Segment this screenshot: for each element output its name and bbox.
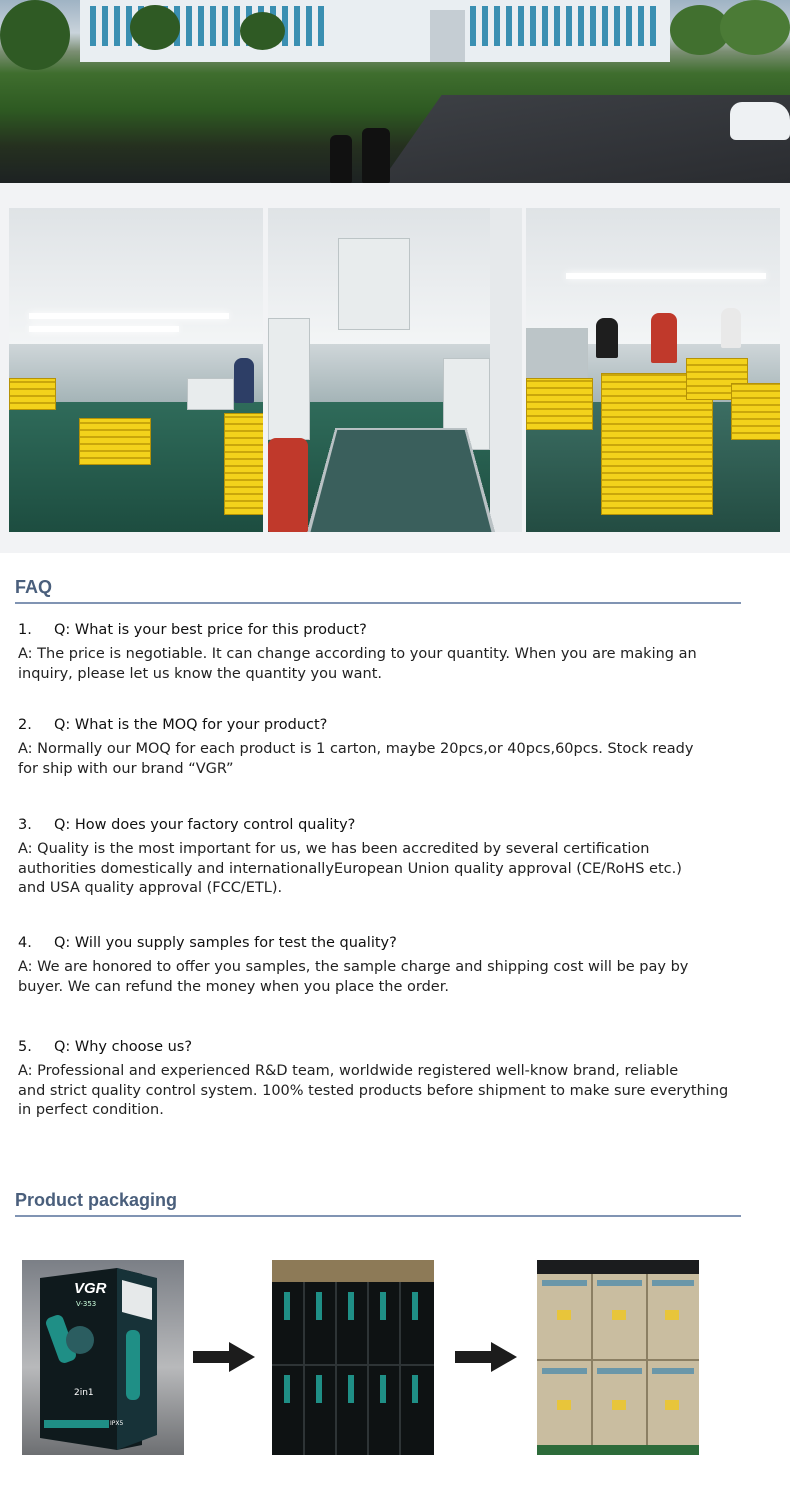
packaging-sequence [0,1232,790,1462]
assembly-line-photo [9,208,263,532]
faq-number: 3. [18,817,32,833]
faq-answer: A: Normally our MOQ for each product is 1 carton, maybe 20pcs,or 40pcs,60pcs. Stock ready for ship with our brand “VGR” [18,741,694,777]
faq-answer: A: The price is negotiable. It can change according to your quantity. When you are making an inquiry, please let us know the quantity you want. [18,646,697,682]
factory-photo-strip [0,183,790,553]
factory-exterior-photo [0,0,790,183]
box-stack-graphic [272,1260,434,1455]
box-model-label: V-353 [76,1300,97,1308]
packaging-heading: Product packaging [15,1187,741,1217]
box-rating-label: IPX5 [110,1420,124,1427]
shipping-cartons-photo [537,1260,699,1455]
retail-box-photo [22,1260,184,1455]
faq-question [18,715,748,735]
box-feature-label: 2in1 [74,1388,94,1398]
faq-number: 4. [18,935,32,951]
faq-question-text: Q: How does your factory control quality? [54,817,356,833]
faq-question-text: Q: What is your best price for this product? [54,622,367,638]
faq-question [18,1037,748,1057]
faq-question [18,933,748,953]
automated-conveyor-photo [268,208,522,532]
arrow-right-icon [193,1342,255,1372]
arrow-right-icon [455,1342,517,1372]
faq-question [18,815,748,835]
faq-heading: FAQ [15,574,741,604]
faq-number: 5. [18,1039,32,1055]
faq-item [18,933,748,997]
box-brand-label: VGR [74,1280,107,1297]
cartons-graphic [537,1260,699,1455]
faq-number: 2. [18,717,32,733]
faq-item [18,715,748,779]
faq-question [18,620,748,640]
inner-carton-photo [272,1260,434,1455]
faq-item [18,620,748,684]
faq-question-text: Q: Will you supply samples for test the quality? [54,935,397,951]
faq-item [18,815,748,899]
faq-answer: A: Quality is the most important for us, we has been accredited by several certification authorities domestically and internationallyEuropean Union quality approval (CE/RoHS etc.) and USA quality approval (FCC/ETL). [18,841,682,896]
faq-number: 1. [18,622,32,638]
faq-item [18,1037,748,1121]
faq-question-text: Q: What is the MOQ for your product? [54,717,328,733]
faq-answer: A: Professional and experienced R&D team, worldwide registered well-know brand, reliable and strict quality control system. 100% tested products before shipment to make sure everything in perfect condition. [18,1063,729,1118]
faq-question-text: Q: Why choose us? [54,1039,193,1055]
faq-answer: A: We are honored to offer you samples, the sample charge and shipping cost will be pay by buyer. We can refund the money when you place the order. [18,959,689,995]
packing-area-photo [526,208,780,532]
